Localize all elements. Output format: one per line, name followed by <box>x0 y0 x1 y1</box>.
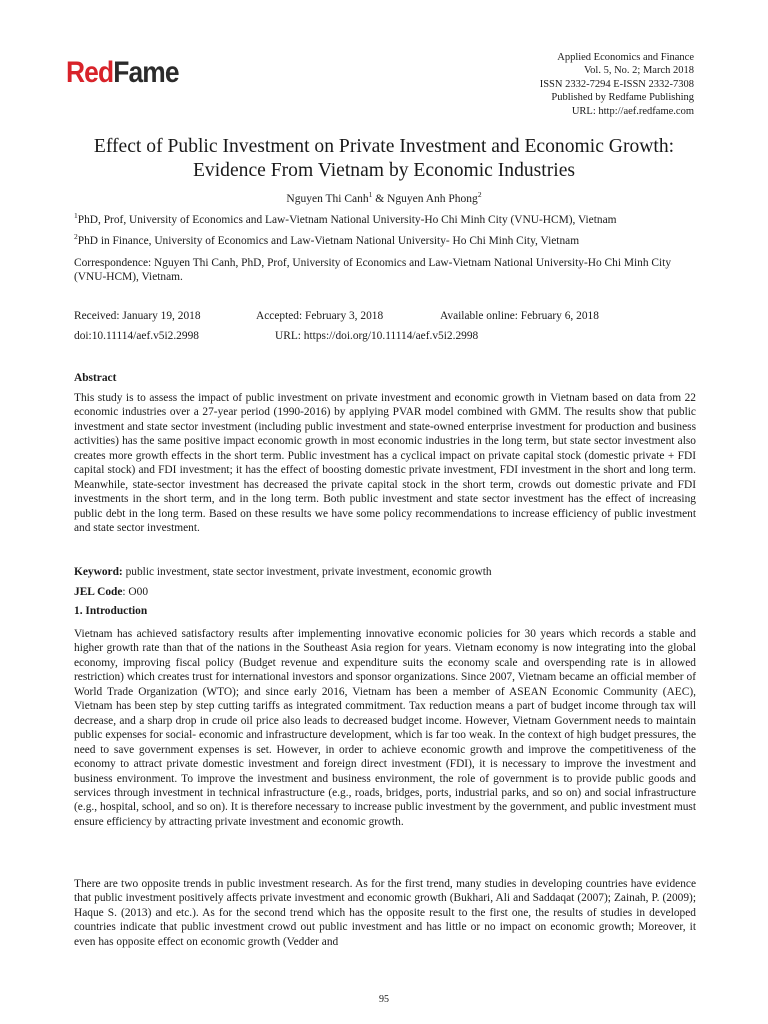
abstract-text: This study is to assess the impact of public investment on private investment and economic growth in Vietnam based on data from 22 economic industries over a 27-year period (1990-2016) by applying PVAR model combined with GMM. The results show that public investment and state sector investment (including public investment and state-owned enterprise investment for production and business activities) has the same positive impact economic growth in most economic industries in the long term, but state sector investment also creates more growth effects in the short term. Public investment has a cyclical impact on private capital stock (domestic private + FDI capital stock) and FDI investment; it has the effect of boosting domestic private investment, FDI investment in the short and long term. Meanwhile, state-sector investment has decreased the private capital stock in the short term, crowds out domestic private and FDI investments in the short term, and in the long term. Both public investment and state sector investment has the effect of increasing public debt in the long term. Based on these results we have some policy recommendations to increase efficiency of public investment and state sector investment. <box>74 392 696 535</box>
author-1: Nguyen Thi Canh <box>286 193 369 205</box>
jel-line <box>74 586 148 598</box>
affiliation-2-sup: 2 <box>74 232 78 242</box>
author-line <box>0 190 768 205</box>
affiliation-1 <box>74 213 696 227</box>
jel-label: JEL Code <box>74 586 123 598</box>
date-accepted: Accepted: February 3, 2018 <box>256 310 384 322</box>
journal-issn: ISSN 2332-7294 E-ISSN 2332-7308 <box>539 78 694 90</box>
keyword-line <box>74 566 492 578</box>
affiliation-2-text: PhD in Finance, University of Economics and Law-Vietnam National University- Ho Chi Minh City, Vietnam <box>77 235 580 247</box>
jel-text: : O00 <box>122 586 149 598</box>
keyword-text: public investment, state sector investment, private investment, economic growth <box>122 566 492 578</box>
journal-info <box>540 51 694 118</box>
date-online: Available online: February 6, 2018 <box>440 310 599 322</box>
intro-paragraph-2: There are two opposite trends in public investment research. As for the first trend, many studies in developing countries have evidence that public investment positively affects private investment and economic growth (Bukhari, Ali and Saddaqat (2007); Zainah, P. (2009); Haque S. (2013) and etc.). As for the second trend which has the opposite result to the first one, the results of studies in developed countries indicate that public investment crowd out public investment and has little or no impact on economic growth; Moreover, it even has opposite effect on economic growth (Vedder and <box>74 878 696 948</box>
journal-publisher: Published by Redfame Publishing <box>551 92 694 104</box>
title-line-1: Effect of Public Investment on Private Investment and Economic Growth: <box>93 136 675 157</box>
journal-volume: Vol. 5, No. 2; March 2018 <box>583 65 694 77</box>
intro-heading: 1. Introduction <box>74 605 148 617</box>
doi-url[interactable]: URL: https://doi.org/10.11114/aef.v5i2.2998 <box>275 330 479 342</box>
keyword-label: Keyword: <box>74 566 123 578</box>
author-2-sup: 2 <box>477 190 482 200</box>
affiliation-1-text: PhD, Prof, University of Economics and Law-Vietnam National University-Ho Chi Minh City (VNU-HCM), Vietnam <box>77 214 617 226</box>
journal-url[interactable]: URL: http://aef.redfame.com <box>571 105 694 117</box>
journal-name: Applied Economics and Finance <box>557 52 694 63</box>
title-line-2: Evidence From Vietnam by Economic Industries <box>192 160 576 181</box>
abstract-heading: Abstract <box>74 372 117 384</box>
logo-red-text: Red <box>66 56 114 89</box>
correspondence: Correspondence: Nguyen Thi Canh, PhD, Prof, University of Economics and Law-Vietnam National University-Ho Chi Minh City (VNU-HCM), Vietnam. <box>74 257 672 284</box>
paper-title <box>40 135 728 183</box>
page-number: 95 <box>379 994 389 1005</box>
author-2: Nguyen Anh Phong <box>387 193 478 205</box>
affiliation-1-sup: 1 <box>74 211 78 221</box>
publisher-logo <box>66 58 179 88</box>
date-received: Received: January 19, 2018 <box>74 310 201 322</box>
affiliation-2 <box>74 234 696 248</box>
doi[interactable]: doi:10.11114/aef.v5i2.2998 <box>74 330 199 342</box>
author-1-sup: 1 <box>368 190 373 200</box>
logo-dark-text: Fame <box>113 56 179 89</box>
intro-paragraph-1: Vietnam has achieved satisfactory results after implementing innovative economic policies for 30 years which records a stable and higher growth rate than that of the nations in the Southeast Asia region for years. Vietnam economy is now integrating into the global economy, improving fiscal policy (Budget revenue and expenditure suits the economy scale and overspending rate is in allowed restriction) which creates trust for international investors and sponsor organizations. Since 2007, Vietnam became an official member of World Trade Organization (WTO); and since early 2016, Vietnam has been a member of ASEAN Economic Community (AEC), Vietnam has been step by step cutting tariffs as integrated commitment. Tax reduction means a part of budget income through tax will decrease, and a sharp drop in crude oil price also leads to decreased budget income. However, Vietnam Government needs to maintain public expenses for social- economic and infrastructure development, which is far too weak. In the context of high budget pressures, the need to save government expenses is set. However, in order to achieve economic growth and improve the competitiveness of the economy to attract private domestic investment and foreign direct investment (FDI), it is necessary to improve the investment and business environment. To improve the investment and business environment, the role of government is to provide public goods and services through investment in technical infrastructure (e.g., roads, bridges, ports, industrial parks, and so on) and social infrastructure (e.g., hospital, school, and so on). It is therefore necessary to increase public investment by the government, and public investment must ensure efficiency by attracting private investment and economic growth. <box>74 628 696 828</box>
author-separator: & <box>372 193 388 205</box>
